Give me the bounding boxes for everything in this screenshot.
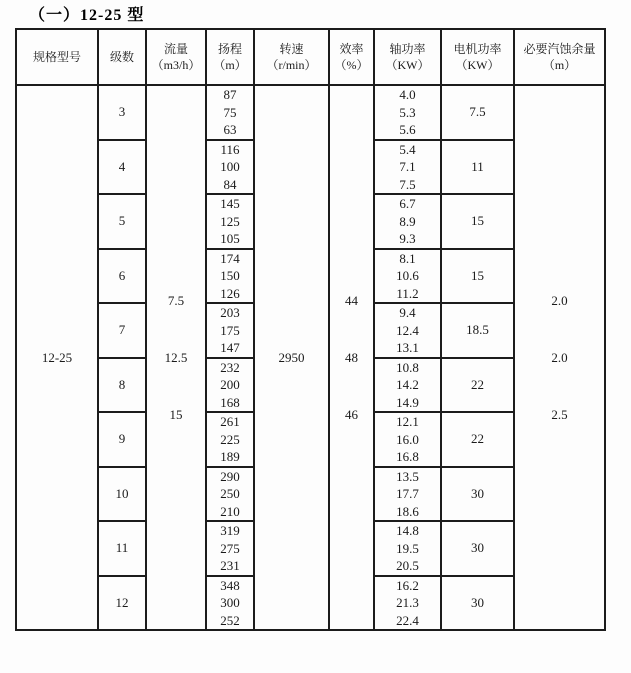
head-value: 231 [220, 558, 240, 573]
shaft-power-value: 22.4 [396, 612, 419, 628]
stages-cell: 7 [98, 303, 146, 358]
col-header-unit: （%） [334, 58, 369, 72]
motor-power-cell: 30 [441, 521, 514, 576]
head-value: 168 [220, 394, 240, 410]
col-header-label: 转速 [279, 42, 304, 56]
group-row [16, 85, 605, 140]
head-value: 252 [220, 612, 240, 628]
shaft-power-value: 12.1 [396, 414, 419, 429]
head-value: 225 [220, 431, 240, 447]
col-header-flow [146, 29, 206, 85]
efficiency-cell [329, 85, 374, 630]
head-cell [206, 576, 254, 631]
shaft-power-value: 11.2 [396, 285, 419, 301]
shaft-power-value: 5.4 [399, 141, 416, 157]
col-header-label: 级数 [109, 50, 134, 64]
head-cell [206, 140, 254, 195]
col-header-unit: （m） [213, 58, 247, 72]
shaft-power-value: 13.1 [396, 340, 419, 355]
col-header-shaft-power [374, 29, 441, 85]
head-value: 250 [220, 486, 240, 501]
shaft-power-value: 14.8 [396, 523, 419, 538]
shaft-power-value: 4.0 [399, 87, 416, 102]
col-header-efficiency [329, 29, 374, 85]
head-value: 275 [220, 540, 240, 556]
model-cell: 12-25 [16, 85, 98, 630]
shaft-power-value: 5.6 [399, 122, 416, 137]
stages-cell: 4 [98, 140, 146, 195]
head-value: 87 [223, 87, 237, 102]
shaft-power-value: 8.1 [399, 250, 416, 266]
shaft-power-value: 14.9 [396, 394, 419, 410]
shaft-power-value: 20.5 [396, 558, 419, 573]
shaft-power-cell [374, 521, 441, 576]
flow-value: 12.5 [164, 350, 188, 365]
head-value: 147 [220, 340, 240, 355]
head-value: 84 [223, 176, 237, 192]
col-header-label: 效率 [339, 42, 364, 56]
motor-power-cell: 22 [441, 412, 514, 467]
efficiency-values [330, 291, 373, 424]
col-header-stages [98, 29, 146, 85]
head-cell [206, 303, 254, 358]
shaft-power-value: 13.5 [396, 468, 419, 484]
stages-cell: 10 [98, 467, 146, 522]
head-cell [206, 412, 254, 467]
stages-cell: 9 [98, 412, 146, 467]
head-value: 203 [220, 305, 240, 320]
shaft-power-cell [374, 467, 441, 522]
page-title: （一）12-25 型 [29, 7, 145, 24]
col-header-unit: （r/min） [266, 58, 317, 72]
motor-power-cell: 15 [441, 194, 514, 249]
shaft-power-cell [374, 249, 441, 304]
shaft-power-cell [374, 303, 441, 358]
head-value: 261 [220, 414, 240, 429]
efficiency-value: 48 [345, 350, 358, 365]
shaft-power-value: 16.2 [396, 577, 419, 593]
head-value: 232 [220, 359, 240, 375]
flow-cell [146, 85, 206, 630]
motor-power-cell: 18.5 [441, 303, 514, 358]
efficiency-value: 46 [345, 407, 358, 422]
col-header-unit: （m） [542, 58, 577, 72]
head-value: 348 [220, 577, 240, 593]
shaft-power-value: 16.8 [396, 449, 419, 464]
col-header-label: 规格型号 [32, 50, 81, 64]
npsh-cell [514, 85, 605, 630]
shaft-power-cell [374, 576, 441, 631]
npsh-value: 2.0 [551, 293, 568, 308]
head-value: 210 [220, 503, 240, 519]
shaft-power-value: 8.9 [399, 213, 416, 229]
col-header-unit: （KW） [385, 58, 430, 72]
head-cell [206, 521, 254, 576]
col-header-npsh [514, 29, 605, 85]
stages-cell: 12 [98, 576, 146, 631]
head-value: 200 [220, 377, 240, 392]
shaft-power-value: 10.8 [396, 359, 419, 375]
pump-spec-table [15, 28, 606, 631]
shaft-power-value: 18.6 [396, 503, 419, 519]
head-value: 174 [220, 250, 240, 266]
motor-power-cell: 30 [441, 576, 514, 631]
shaft-power-cell [374, 412, 441, 467]
stages-cell: 8 [98, 358, 146, 413]
stages-cell: 5 [98, 194, 146, 249]
motor-power-cell: 11 [441, 140, 514, 195]
col-header-motor-power [441, 29, 514, 85]
col-header-unit: （m3/h） [151, 58, 201, 72]
head-cell [206, 467, 254, 522]
head-value: 116 [220, 141, 240, 157]
head-value: 290 [220, 468, 240, 484]
stages-cell: 6 [98, 249, 146, 304]
shaft-power-value: 17.7 [396, 486, 419, 501]
col-header-label: 电机功率 [453, 42, 502, 56]
shaft-power-value: 5.3 [399, 104, 416, 120]
col-header-label: 流量 [163, 42, 188, 56]
head-value: 189 [220, 449, 240, 464]
head-cell [206, 194, 254, 249]
shaft-power-value: 19.5 [396, 540, 419, 556]
header-row [16, 29, 605, 85]
shaft-power-cell [374, 358, 441, 413]
head-value: 300 [220, 595, 240, 610]
head-value: 175 [220, 322, 240, 338]
head-value: 319 [220, 523, 240, 538]
stages-cell: 11 [98, 521, 146, 576]
col-header-label: 轴功率 [389, 42, 426, 56]
head-cell [206, 358, 254, 413]
npsh-value: 2.0 [551, 350, 568, 365]
motor-power-cell: 30 [441, 467, 514, 522]
shaft-power-value: 14.2 [396, 377, 419, 392]
head-cell [206, 249, 254, 304]
flow-value: 7.5 [167, 293, 185, 308]
shaft-power-cell [374, 140, 441, 195]
col-header-label: 必要汽蚀余量 [523, 42, 596, 56]
head-value: 75 [223, 104, 237, 120]
col-header-speed [254, 29, 329, 85]
col-header-unit: （KW） [455, 58, 500, 72]
motor-power-cell: 15 [441, 249, 514, 304]
motor-power-cell: 7.5 [441, 85, 514, 140]
speed-cell: 2950 [254, 85, 329, 630]
col-header-head [206, 29, 254, 85]
head-value: 105 [220, 231, 240, 246]
shaft-power-value: 16.0 [396, 431, 419, 447]
shaft-power-value: 9.3 [399, 231, 416, 246]
col-header-label: 扬程 [217, 42, 242, 56]
shaft-power-cell [374, 194, 441, 249]
shaft-power-value: 21.3 [396, 595, 419, 610]
head-value: 100 [220, 159, 240, 174]
shaft-power-value: 9.4 [399, 305, 416, 320]
shaft-power-value: 7.1 [399, 159, 416, 174]
shaft-power-value: 6.7 [399, 196, 416, 211]
col-header-model [16, 29, 98, 85]
efficiency-value: 44 [345, 293, 358, 308]
shaft-power-cell [374, 85, 441, 140]
head-value: 63 [223, 122, 237, 137]
flow-value: 15 [169, 407, 183, 422]
head-cell [206, 85, 254, 140]
head-value: 125 [220, 213, 240, 229]
shaft-power-value: 12.4 [396, 322, 419, 338]
stages-cell: 3 [98, 85, 146, 140]
head-value: 145 [220, 196, 240, 211]
shaft-power-value: 10.6 [396, 268, 419, 283]
flow-values [147, 291, 205, 424]
shaft-power-value: 7.5 [399, 176, 416, 192]
head-value: 150 [220, 268, 240, 283]
head-value: 126 [220, 285, 240, 301]
npsh-values [515, 291, 604, 424]
npsh-value: 2.5 [551, 407, 568, 422]
motor-power-cell: 22 [441, 358, 514, 413]
